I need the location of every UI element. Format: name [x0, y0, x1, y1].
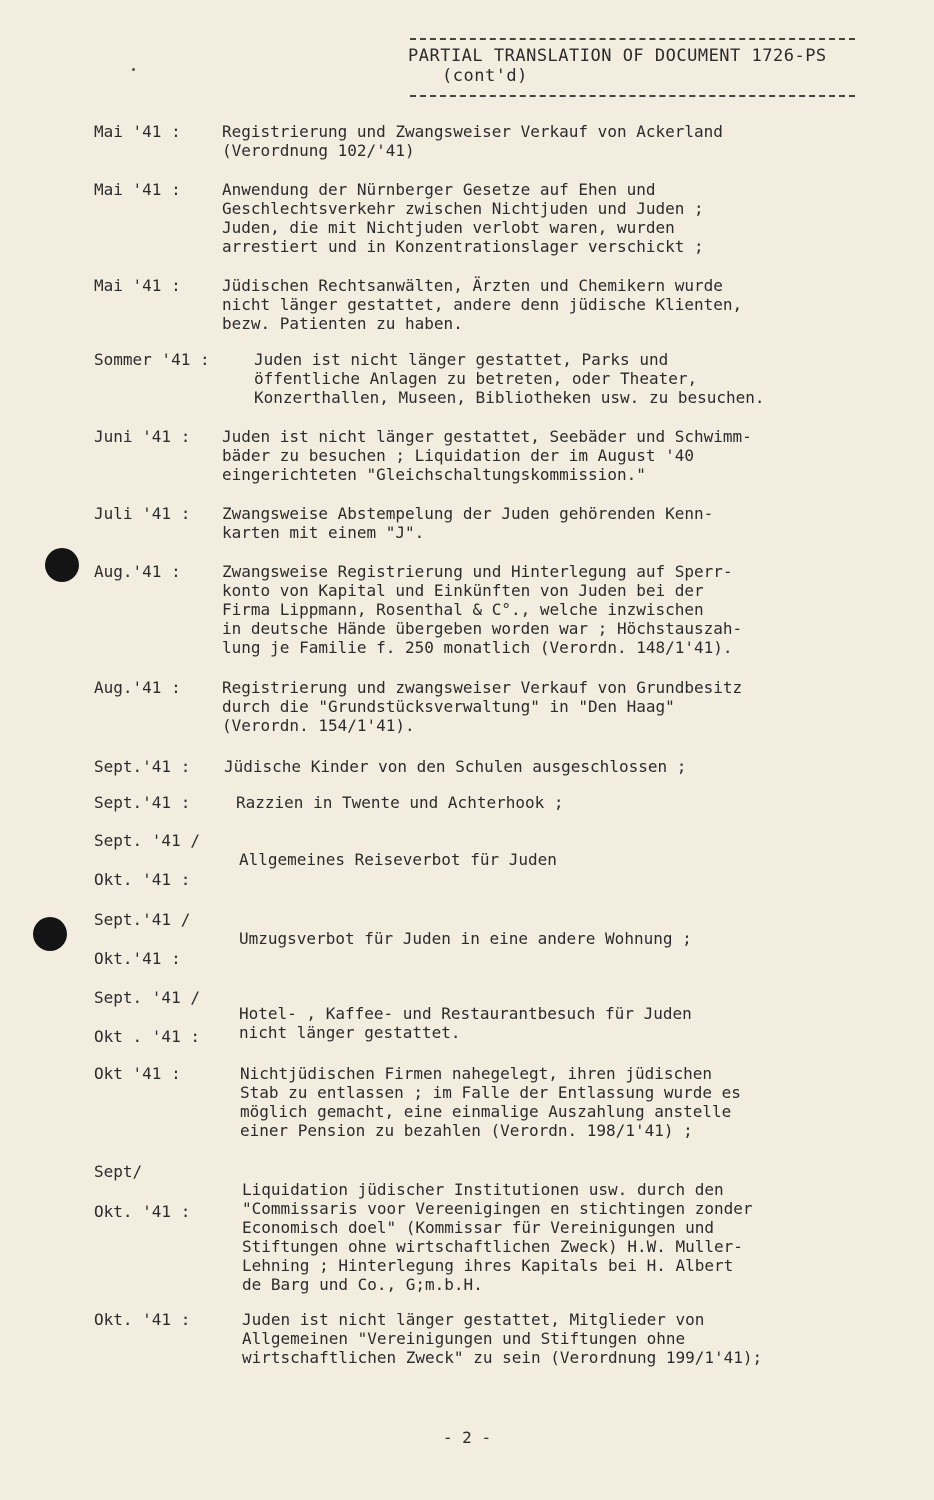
- entry-text-line: Juden ist nicht länger gestattet, Parks und: [254, 350, 669, 369]
- entry-date: Mai '41 :: [94, 180, 181, 199]
- entry-text: [224, 757, 686, 776]
- entry-text-line: Juden ist nicht länger gestattet, Mitglieder von: [242, 1310, 705, 1329]
- header-rule-bottom: [410, 95, 855, 97]
- entry-text-line: (Verordnung 102/'41): [222, 141, 415, 160]
- entry-date: Mai '41 :: [94, 122, 181, 141]
- entry-text-line: Registrierung und Zwangsweiser Verkauf von Ackerland: [222, 122, 723, 141]
- entry-text-line: Firma Lippmann, Rosenthal & C°., welche inzwischen: [222, 600, 704, 619]
- document-subtitle: (cont'd): [442, 66, 528, 86]
- entry-text-line: Juden ist nicht länger gestattet, Seebäder und Schwimm-: [222, 427, 752, 446]
- entry-date-end: Okt. '41 :: [94, 1202, 191, 1221]
- entry-text-line: Juden, die mit Nichtjuden verlobt waren, wurden: [222, 218, 675, 237]
- entry-text-line: Stab zu entlassen ; im Falle der Entlassung wurde es: [240, 1083, 741, 1102]
- entry-text-line: nicht länger gestattet.: [239, 1023, 461, 1042]
- entry-text: [222, 180, 704, 256]
- entry-text-line: Lehning ; Hinterlegung ihres Kapitals bei H. Albert: [242, 1256, 734, 1275]
- entry-text: [239, 850, 557, 869]
- entry-text-line: bäder zu besuchen ; Liquidation der im August '40: [222, 446, 695, 465]
- entry-date: Sept.'41 :: [94, 793, 191, 812]
- entry-text-line: Liquidation jüdischer Institutionen usw. durch den: [242, 1180, 724, 1199]
- entry-text-line: Anwendung der Nürnberger Gesetze auf Ehen und: [222, 180, 656, 199]
- entry-text: [242, 1180, 753, 1294]
- entry-text: [222, 276, 742, 333]
- entry-text-line: einer Pension zu bezahlen (Verordn. 198/1'41) ;: [240, 1121, 693, 1140]
- page-number: - 2 -: [442, 1428, 492, 1447]
- header-rule-top: [410, 38, 855, 40]
- entry-date: Sept/: [94, 1162, 143, 1181]
- entry-text-line: Zwangsweise Registrierung und Hinterlegung auf Sperr-: [222, 562, 733, 581]
- entry-text: [239, 1004, 692, 1042]
- entry-date: Juni '41 :: [94, 427, 191, 446]
- entry-text-line: Allgemeinen "Vereinigungen und Stiftungen ohne: [242, 1329, 686, 1348]
- entry-text: [254, 350, 765, 407]
- entry-date-end: Okt.'41 :: [94, 949, 181, 968]
- entry-date: Aug.'41 :: [94, 678, 181, 697]
- entry-text-line: Hotel- , Kaffee- und Restaurantbesuch für Juden: [239, 1004, 692, 1023]
- entry-text-line: Konzerthallen, Museen, Bibliotheken usw. zu besuchen.: [254, 388, 765, 407]
- entry-date: Okt. '41 :: [94, 1310, 191, 1329]
- entry-text-line: (Verordn. 154/1'41).: [222, 716, 415, 735]
- entry-text-line: Economisch doel" (Kommissar für Vereinigungen und: [242, 1218, 715, 1237]
- stray-mark: [132, 68, 135, 71]
- entry-text-line: de Barg und Co., G;m.b.H.: [242, 1275, 483, 1294]
- entry-date-end: Okt. '41 :: [94, 870, 191, 889]
- entry-date: Sept. '41 /: [94, 831, 200, 850]
- entry-text-line: karten mit einem "J".: [222, 523, 425, 542]
- entry-text-line: Geschlechtsverkehr zwischen Nichtjuden und Juden ;: [222, 199, 704, 218]
- entry-text-line: Razzien in Twente und Achterhook ;: [236, 793, 564, 812]
- entry-text: [240, 1064, 741, 1140]
- entry-text-line: Umzugsverbot für Juden in eine andere Wohnung ;: [239, 929, 692, 948]
- entry-text-line: lung je Familie f. 250 monatlich (Verordn. 148/1'41).: [222, 638, 733, 657]
- entry-text-line: durch die "Grundstücksverwaltung" in "Den Haag": [222, 697, 675, 716]
- document-title: PARTIAL TRANSLATION OF DOCUMENT 1726-PS: [408, 46, 827, 66]
- entry-date: Aug.'41 :: [94, 562, 181, 581]
- entry-text-line: öffentliche Anlagen zu betreten, oder Theater,: [254, 369, 698, 388]
- entry-text-line: Jüdische Kinder von den Schulen ausgeschlossen ;: [224, 757, 687, 776]
- entry-date: Sommer '41 :: [94, 350, 210, 369]
- entry-text: [236, 793, 564, 812]
- entry-date: Juli '41 :: [94, 504, 191, 523]
- entry-text-line: eingerichteten "Gleichschaltungskommission.": [222, 465, 646, 484]
- entry-date: Sept.'41 :: [94, 757, 191, 776]
- entry-text: [222, 562, 742, 657]
- entry-text-line: Registrierung und zwangsweiser Verkauf von Grundbesitz: [222, 678, 743, 697]
- entry-text-line: konto von Kapital und Einkünften von Juden bei der: [222, 581, 704, 600]
- entry-text-line: Stiftungen ohne wirtschaftlichen Zweck) H.W. Muller-: [242, 1237, 743, 1256]
- punch-hole: [45, 548, 79, 582]
- entry-text-line: bezw. Patienten zu haben.: [222, 314, 463, 333]
- entry-text-line: arrestiert und in Konzentrationslager verschickt ;: [222, 237, 704, 256]
- entry-text: [222, 678, 742, 735]
- entry-text: [222, 504, 713, 542]
- entry-date-end: Okt . '41 :: [94, 1027, 200, 1046]
- entry-text: [222, 122, 723, 160]
- entry-text-line: in deutsche Hände übergeben worden war ; Höchstauszah-: [222, 619, 743, 638]
- entry-text-line: Zwangsweise Abstempelung der Juden gehörenden Kenn-: [222, 504, 714, 523]
- entry-text-line: möglich gemacht, eine einmalige Auszahlung anstelle: [240, 1102, 732, 1121]
- entry-text: [239, 929, 692, 948]
- entry-text-line: wirtschaftlichen Zweck" zu sein (Verordnung 199/1'41);: [242, 1348, 763, 1367]
- entry-text-line: "Commissaris voor Vereenigingen en stichtingen zonder: [242, 1199, 753, 1218]
- entry-text: [242, 1310, 762, 1367]
- punch-hole: [33, 917, 67, 951]
- entry-text-line: Nichtjüdischen Firmen nahegelegt, ihren jüdischen: [240, 1064, 713, 1083]
- entry-date: Okt '41 :: [94, 1064, 181, 1083]
- entry-date: Mai '41 :: [94, 276, 181, 295]
- entry-text: [222, 427, 752, 484]
- entry-date: Sept.'41 /: [94, 910, 191, 929]
- entry-text-line: Allgemeines Reiseverbot für Juden: [239, 850, 557, 869]
- entry-text-line: Jüdischen Rechtsanwälten, Ärzten und Chemikern wurde: [222, 276, 723, 295]
- entry-date: Sept. '41 /: [94, 988, 200, 1007]
- entry-text-line: nicht länger gestattet, andere denn jüdische Klienten,: [222, 295, 743, 314]
